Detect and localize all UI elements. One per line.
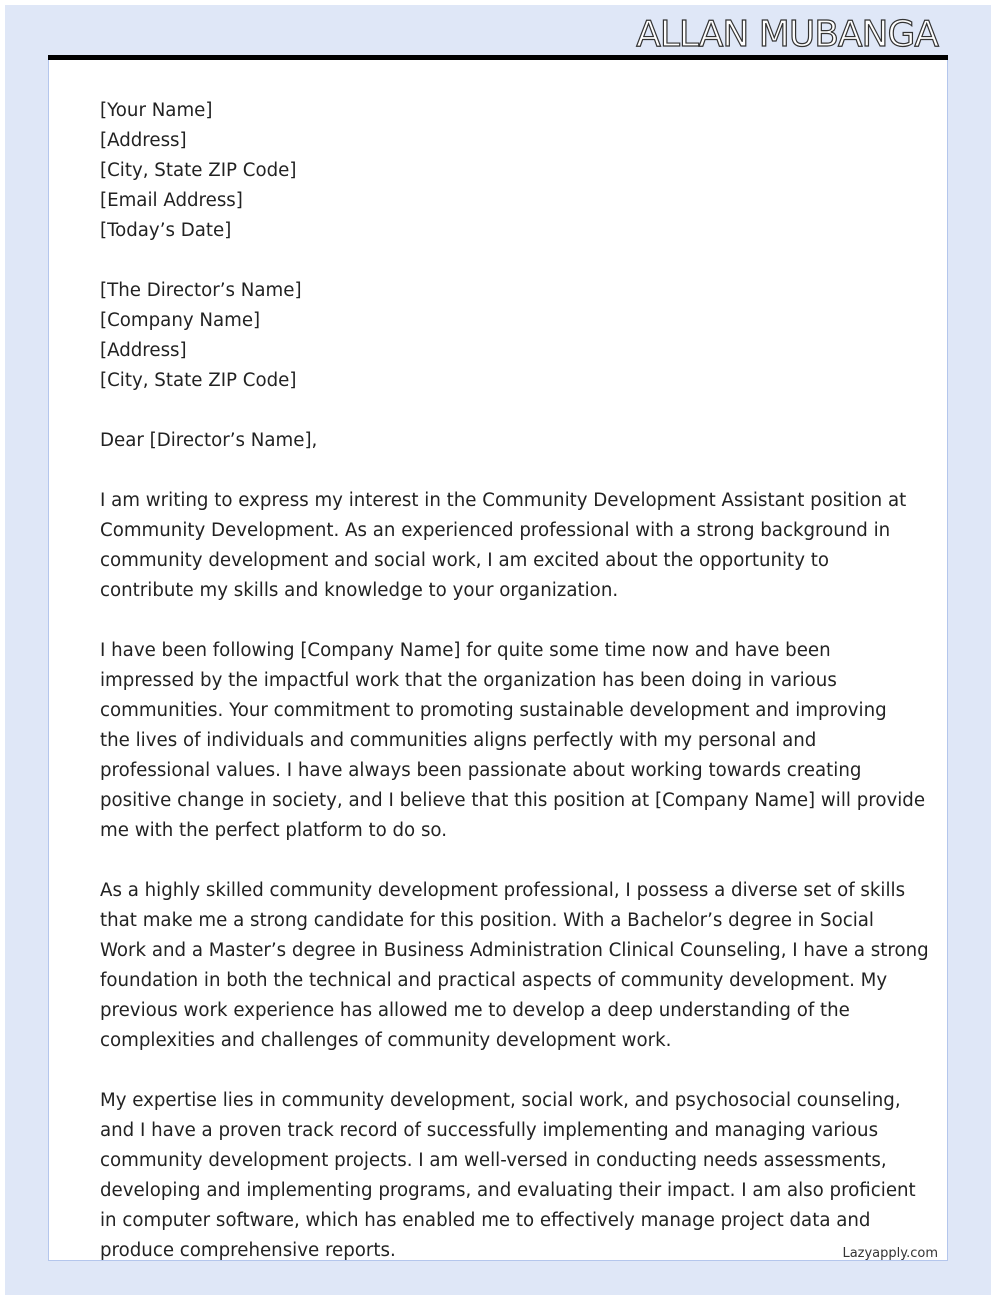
- paragraph-line: previous work experience has allowed me to develop a deep understanding of the: [100, 1000, 850, 1021]
- recipient-line: [The Director’s Name]: [100, 280, 302, 301]
- paragraph-line: community development projects. I am well-versed in conducting needs assessments,: [100, 1150, 887, 1171]
- paragraph-line: communities. Your commitment to promoting sustainable development and improving: [100, 700, 887, 721]
- paragraph-line: that make me a strong candidate for this position. With a Bachelor’s degree in Social: [100, 910, 874, 931]
- cover-letter-body: [100, 96, 929, 1261]
- paragraph-2: [100, 636, 926, 846]
- sender-line: [Your Name]: [100, 100, 213, 121]
- paragraph-line: professional values. I have always been passionate about working towards creating: [100, 760, 862, 781]
- paragraph-line: the lives of individuals and communities aligns perfectly with my personal and: [100, 730, 817, 751]
- letter-page: [48, 58, 948, 1261]
- paragraph-line: developing and implementing programs, and evaluating their impact. I am also proficient: [100, 1180, 916, 1201]
- paragraph-line: produce comprehensive reports.: [100, 1240, 396, 1261]
- paragraph-line: contribute my skills and knowledge to your organization.: [100, 580, 619, 601]
- salutation: Dear [Director’s Name],: [100, 430, 318, 451]
- paragraph-1: [100, 486, 915, 606]
- sender-line: [City, State ZIP Code]: [100, 160, 297, 181]
- paragraph-line: community development and social work, I am excited about the opportunity to: [100, 550, 829, 571]
- applicant-name-heading: ALLAN MUBANGA: [636, 14, 938, 55]
- paragraph-line: My expertise lies in community development, social work, and psychosocial counseling,: [100, 1090, 901, 1111]
- paragraph-line: As a highly skilled community development professional, I possess a diverse set of skills: [100, 880, 906, 901]
- paragraph-line: foundation in both the technical and practical aspects of community development. My: [100, 970, 888, 991]
- paragraph-line: Community Development. As an experienced professional with a strong background in: [100, 520, 891, 541]
- paragraph-line: complexities and challenges of community development work.: [100, 1030, 672, 1051]
- sender-line: [Today’s Date]: [100, 220, 232, 241]
- paragraph-line: positive change in society, and I believe that this position at [Company Name] will provide: [100, 790, 926, 811]
- sender-block: [100, 96, 915, 246]
- paragraph-line: impressed by the impactful work that the organization has been doing in various: [100, 670, 837, 691]
- sender-line: [Email Address]: [100, 190, 243, 211]
- paragraph-line: me with the perfect platform to do so.: [100, 820, 448, 841]
- paragraph-line: Work and a Master’s degree in Business Administration Clinical Counseling, I have a strong: [100, 940, 929, 961]
- recipient-line: [City, State ZIP Code]: [100, 370, 297, 391]
- paragraph-line: in computer software, which has enabled me to effectively manage project data and: [100, 1210, 871, 1231]
- watermark-text: Lazyapply.com: [842, 1246, 938, 1261]
- paragraph-line: and I have a proven track record of successfully implementing and managing various: [100, 1120, 879, 1141]
- paragraph-3: [100, 876, 929, 1056]
- recipient-line: [Address]: [100, 340, 187, 361]
- sender-line: [Address]: [100, 130, 187, 151]
- recipient-block: [100, 276, 915, 396]
- paragraph-4: [100, 1086, 915, 1261]
- paragraph-line: I am writing to express my interest in the Community Development Assistant position at: [100, 490, 907, 511]
- recipient-line: [Company Name]: [100, 310, 261, 331]
- paragraph-line: I have been following [Company Name] for quite some time now and have been: [100, 640, 831, 661]
